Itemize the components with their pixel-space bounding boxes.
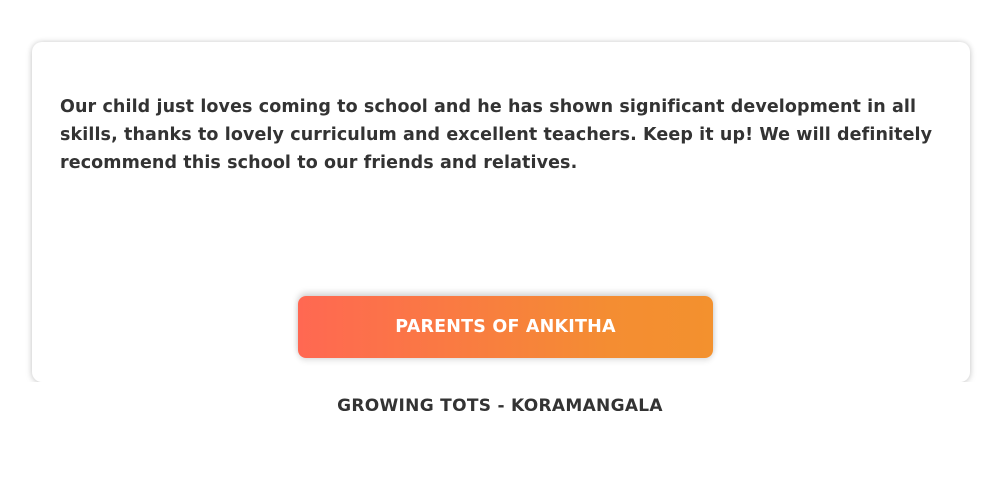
author-name-button[interactable]: PARENTS OF ANKITHA — [298, 296, 713, 358]
testimonial-text: Our child just loves coming to school and he has shown significant development in all skills, thanks to lovely curriculum and excellent teachers. Keep it up! We will definitely recommend this school to our friends and relatives. — [60, 97, 933, 173]
school-name: GROWING TOTS - KORAMANGALA — [337, 396, 663, 416]
